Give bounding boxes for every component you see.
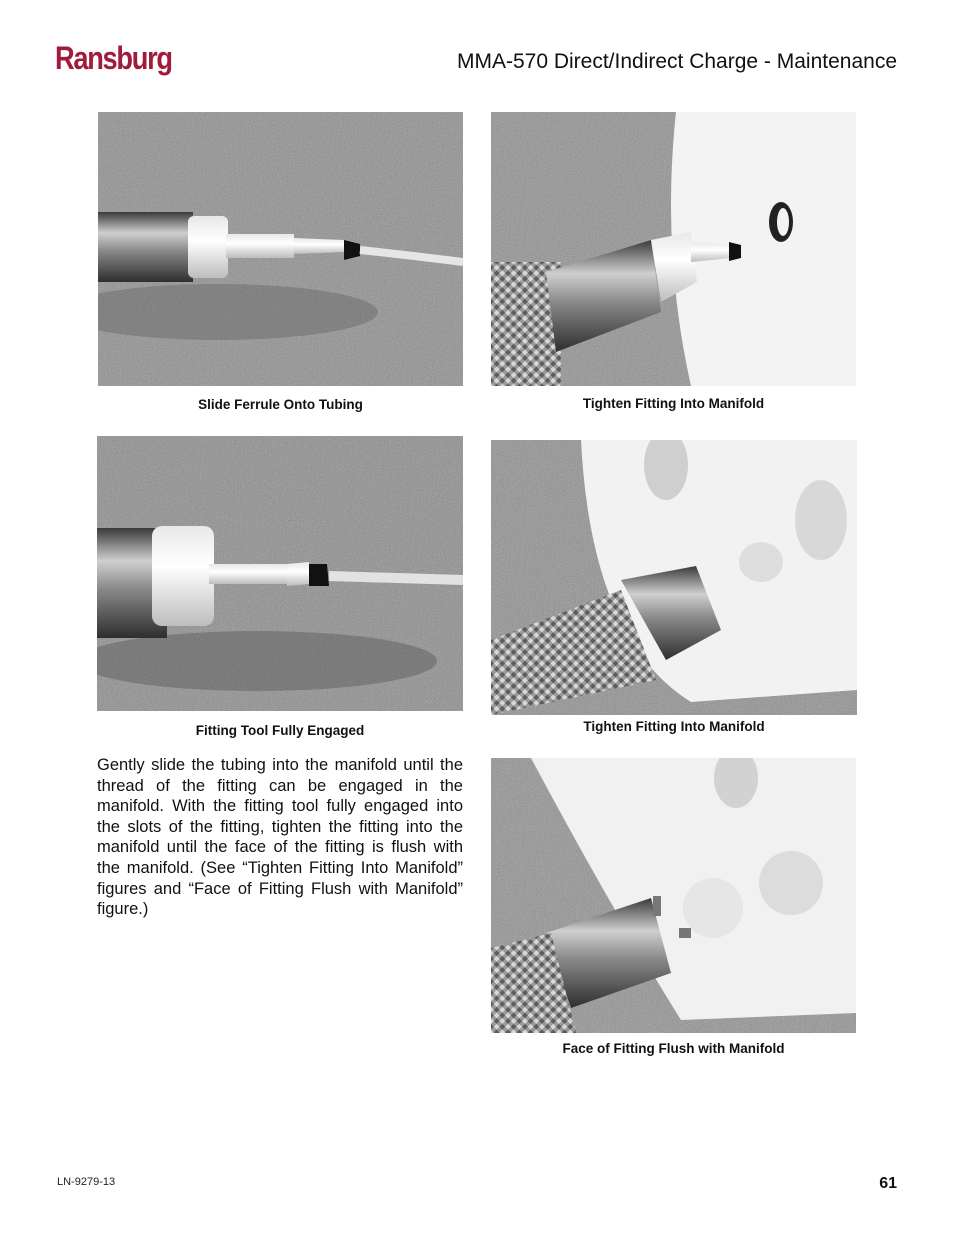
figure-caption: Slide Ferrule Onto Tubing: [198, 397, 363, 412]
figure-caption: Tighten Fitting Into Manifold: [583, 719, 765, 734]
document-title: MMA-570 Direct/Indirect Charge - Maintenance: [456, 50, 897, 73]
document-number: LN-9279-13: [57, 1176, 116, 1188]
brand-logo: Ransburg: [55, 40, 172, 76]
photo-fitting-flush: [491, 758, 856, 1033]
photo-tighten-fitting-2: [491, 440, 857, 715]
figure-caption: Fitting Tool Fully Engaged: [195, 723, 365, 738]
figure-caption: Face of Fitting Flush with Manifold: [562, 1041, 785, 1056]
page-number: 61: [879, 1175, 897, 1192]
photo-slide-ferrule: [98, 112, 463, 386]
figure-caption: Tighten Fitting Into Manifold: [582, 396, 765, 411]
body-paragraph: Gently slide the tubing into the manifold until the thread of the fitting can be engaged in the manifold. With the fitting tool fully engaged into the slots of the fitting, tighten the fitting into the manifold until the face of the fitting is flush with the manifold. (See “Tighten Fitting Into Manifold” figures and “Face of Fitting Flush with Manifold” figure.): [97, 756, 463, 919]
photo-tighten-fitting-1: [491, 112, 856, 386]
photo-tool-engaged: [97, 436, 463, 711]
